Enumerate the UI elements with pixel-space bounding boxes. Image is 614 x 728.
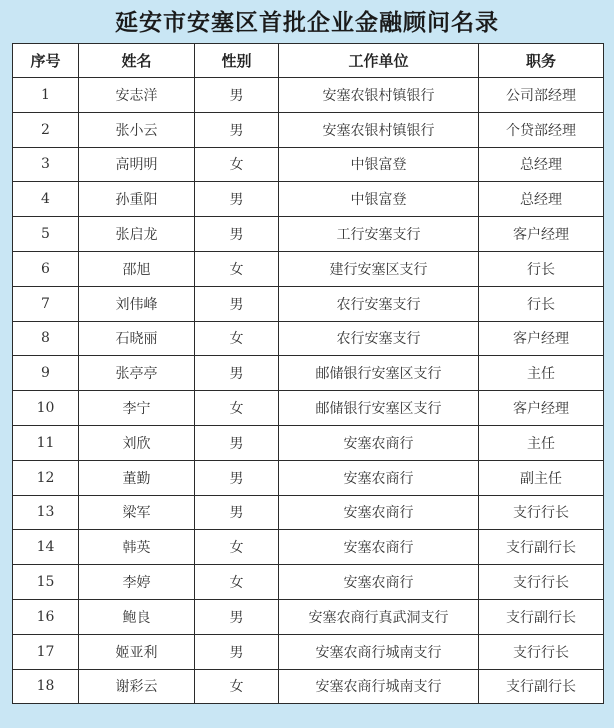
table-row bbox=[13, 112, 604, 147]
cell-workplace: 工行安塞支行 bbox=[279, 217, 479, 252]
cell-index: 14 bbox=[13, 530, 79, 565]
cell-index: 10 bbox=[13, 391, 79, 426]
cell-gender: 女 bbox=[195, 321, 279, 356]
cell-position: 个贷部经理 bbox=[479, 112, 604, 147]
cell-workplace: 安塞农银村镇银行 bbox=[279, 78, 479, 113]
cell-gender: 女 bbox=[195, 565, 279, 600]
cell-name: 石晓丽 bbox=[79, 321, 195, 356]
cell-workplace: 安塞农商行 bbox=[279, 565, 479, 600]
cell-workplace: 邮储银行安塞区支行 bbox=[279, 391, 479, 426]
table-row bbox=[13, 286, 604, 321]
cell-index: 8 bbox=[13, 321, 79, 356]
table-row bbox=[13, 530, 604, 565]
cell-position: 客户经理 bbox=[479, 391, 604, 426]
page-title: 延安市安塞区首批企业金融顾问名录 bbox=[115, 10, 499, 36]
cell-gender: 男 bbox=[195, 112, 279, 147]
table-header-row bbox=[13, 44, 604, 78]
cell-name: 李婷 bbox=[79, 565, 195, 600]
cell-name: 李宁 bbox=[79, 391, 195, 426]
cell-workplace: 安塞农商行城南支行 bbox=[279, 634, 479, 669]
cell-position: 行长 bbox=[479, 286, 604, 321]
table-row bbox=[13, 147, 604, 182]
cell-position: 支行副行长 bbox=[479, 669, 604, 704]
cell-name: 张小云 bbox=[79, 112, 195, 147]
cell-gender: 女 bbox=[195, 530, 279, 565]
header-name: 姓名 bbox=[79, 44, 195, 78]
header-index: 序号 bbox=[13, 44, 79, 78]
cell-workplace: 邮储银行安塞区支行 bbox=[279, 356, 479, 391]
cell-gender: 男 bbox=[195, 78, 279, 113]
table-row bbox=[13, 634, 604, 669]
cell-gender: 男 bbox=[195, 634, 279, 669]
cell-workplace: 中银富登 bbox=[279, 147, 479, 182]
table-row bbox=[13, 182, 604, 217]
table-row bbox=[13, 425, 604, 460]
cell-position: 支行行长 bbox=[479, 634, 604, 669]
cell-name: 韩英 bbox=[79, 530, 195, 565]
cell-index: 13 bbox=[13, 495, 79, 530]
cell-gender: 男 bbox=[195, 425, 279, 460]
cell-gender: 男 bbox=[195, 460, 279, 495]
table-row bbox=[13, 356, 604, 391]
cell-position: 行长 bbox=[479, 251, 604, 286]
table-row bbox=[13, 251, 604, 286]
cell-position: 副主任 bbox=[479, 460, 604, 495]
cell-position: 主任 bbox=[479, 425, 604, 460]
cell-workplace: 农行安塞支行 bbox=[279, 286, 479, 321]
table-row bbox=[13, 460, 604, 495]
table-row bbox=[13, 321, 604, 356]
cell-gender: 男 bbox=[195, 599, 279, 634]
cell-gender: 女 bbox=[195, 391, 279, 426]
cell-name: 高明明 bbox=[79, 147, 195, 182]
cell-gender: 男 bbox=[195, 217, 279, 252]
cell-index: 7 bbox=[13, 286, 79, 321]
cell-index: 15 bbox=[13, 565, 79, 600]
cell-index: 18 bbox=[13, 669, 79, 704]
cell-workplace: 安塞农商行 bbox=[279, 460, 479, 495]
cell-name: 姬亚利 bbox=[79, 634, 195, 669]
cell-index: 3 bbox=[13, 147, 79, 182]
cell-workplace: 安塞农商行真武洞支行 bbox=[279, 599, 479, 634]
advisor-table bbox=[12, 43, 604, 704]
cell-index: 6 bbox=[13, 251, 79, 286]
cell-position: 主任 bbox=[479, 356, 604, 391]
table-row bbox=[13, 495, 604, 530]
cell-gender: 男 bbox=[195, 286, 279, 321]
cell-position: 总经理 bbox=[479, 147, 604, 182]
cell-index: 2 bbox=[13, 112, 79, 147]
cell-position: 客户经理 bbox=[479, 217, 604, 252]
cell-name: 刘欣 bbox=[79, 425, 195, 460]
cell-index: 12 bbox=[13, 460, 79, 495]
header-workplace: 工作单位 bbox=[279, 44, 479, 78]
table-row bbox=[13, 391, 604, 426]
cell-name: 董勤 bbox=[79, 460, 195, 495]
cell-name: 鲍良 bbox=[79, 599, 195, 634]
cell-name: 张启龙 bbox=[79, 217, 195, 252]
cell-position: 支行副行长 bbox=[479, 530, 604, 565]
cell-name: 邵旭 bbox=[79, 251, 195, 286]
cell-gender: 男 bbox=[195, 182, 279, 217]
cell-index: 1 bbox=[13, 78, 79, 113]
cell-position: 支行行长 bbox=[479, 495, 604, 530]
cell-index: 4 bbox=[13, 182, 79, 217]
cell-name: 谢彩云 bbox=[79, 669, 195, 704]
table-body bbox=[13, 78, 604, 704]
cell-gender: 男 bbox=[195, 356, 279, 391]
cell-workplace: 农行安塞支行 bbox=[279, 321, 479, 356]
cell-index: 16 bbox=[13, 599, 79, 634]
cell-index: 9 bbox=[13, 356, 79, 391]
cell-index: 5 bbox=[13, 217, 79, 252]
cell-gender: 女 bbox=[195, 147, 279, 182]
cell-position: 支行行长 bbox=[479, 565, 604, 600]
table-row bbox=[13, 599, 604, 634]
cell-position: 客户经理 bbox=[479, 321, 604, 356]
cell-workplace: 中银富登 bbox=[279, 182, 479, 217]
cell-name: 张亭亭 bbox=[79, 356, 195, 391]
cell-workplace: 安塞农商行 bbox=[279, 425, 479, 460]
cell-workplace: 安塞农银村镇银行 bbox=[279, 112, 479, 147]
cell-gender: 女 bbox=[195, 251, 279, 286]
cell-position: 公司部经理 bbox=[479, 78, 604, 113]
table-row bbox=[13, 78, 604, 113]
table-row bbox=[13, 565, 604, 600]
cell-workplace: 安塞农商行城南支行 bbox=[279, 669, 479, 704]
cell-workplace: 建行安塞区支行 bbox=[279, 251, 479, 286]
cell-gender: 男 bbox=[195, 495, 279, 530]
header-position: 职务 bbox=[479, 44, 604, 78]
table-row bbox=[13, 669, 604, 704]
cell-workplace: 安塞农商行 bbox=[279, 495, 479, 530]
cell-position: 总经理 bbox=[479, 182, 604, 217]
cell-index: 17 bbox=[13, 634, 79, 669]
cell-name: 刘伟峰 bbox=[79, 286, 195, 321]
cell-gender: 女 bbox=[195, 669, 279, 704]
cell-name: 梁军 bbox=[79, 495, 195, 530]
cell-workplace: 安塞农商行 bbox=[279, 530, 479, 565]
cell-position: 支行副行长 bbox=[479, 599, 604, 634]
cell-name: 安志洋 bbox=[79, 78, 195, 113]
table-row bbox=[13, 217, 604, 252]
header-gender: 性别 bbox=[195, 44, 279, 78]
cell-name: 孙重阳 bbox=[79, 182, 195, 217]
cell-index: 11 bbox=[13, 425, 79, 460]
